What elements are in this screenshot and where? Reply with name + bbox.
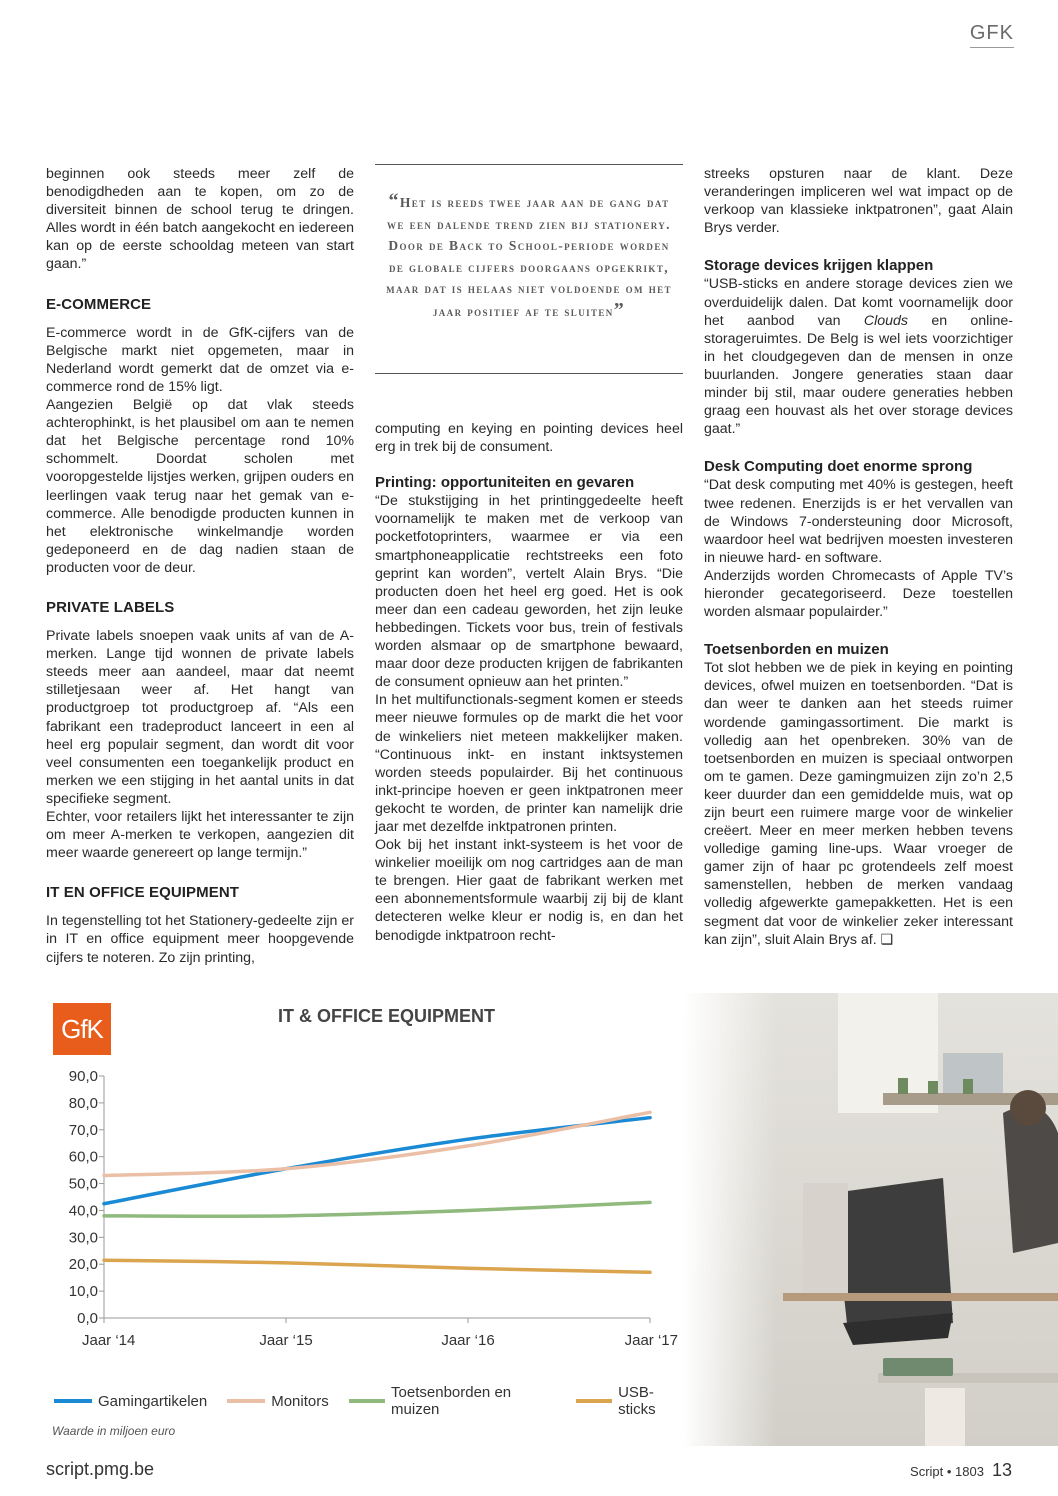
- series-line-usb-sticks: [104, 1260, 650, 1272]
- legend-item: [576, 1384, 688, 1418]
- office-photo-image: [683, 993, 1058, 1446]
- paragraph: Ook bij het instant inkt-systeem is het voor de winkelier moeilijk om nog cartridges aan de man te brengen. Hier gaat de fabrikant werken met een abonnementsformule waarbij zij bij de klant detecteren welke kleur er nodig is, en dan het benodigde inktpatroon recht-: [375, 837, 683, 944]
- y-tick-label: 30,0: [68, 1229, 98, 1247]
- text-span: “USB-sticks en andere storage devices zien we overduidelijk dalen. Dat komt voornamelijk door het aanbod van: [704, 276, 1013, 329]
- heading-private-labels: PRIVATE LABELS: [46, 598, 175, 616]
- article-column-3: [704, 165, 1013, 949]
- paragraph: Aangezien België op dat vlak steeds achterophinkt, is het plausibel om aan te nemen dat het Belgische percentage rond 10% schommelt. Doordat scholen met vooropgestelde lijstjes werken, grijpen ouders en leerlingen vaak terug naar het gemak van e-commerce. Alle benodigde producten kunnen in het elektronische winkelmandje worden gedeponeerd en de dag nadien staan de producten voor de deur.: [46, 397, 354, 576]
- heading-it-office: IT EN OFFICE EQUIPMENT: [46, 884, 240, 902]
- paragraph: Echter, voor retailers lijkt het interessanter te zijn om meer A-merken te verkopen, aangezien dit meer waarde genereert op lange termijn.”: [46, 809, 354, 862]
- paragraph: “Dat desk computing met 40% is gestegen, heeft twee redenen. Enerzijds is er het vervallen van de Windows 7-ondersteuning door Microsoft, waardoor heel wat bedrijven moesten investeren in nieuwe hard- en software.: [704, 477, 1013, 566]
- x-tick-label: Jaar ‘15: [259, 1332, 313, 1349]
- y-tick-label: 60,0: [68, 1148, 98, 1166]
- paragraph: In tegenstelling tot het Stationery-gedeelte zijn er in IT en office equipment meer hoopgevende cijfers te noteren. Zo zijn printing,: [46, 913, 354, 966]
- office-photo: [683, 993, 1058, 1446]
- website-link[interactable]: script.pmg.be: [46, 1459, 155, 1479]
- magazine-issue: Script • 1803: [910, 1464, 984, 1479]
- quote-close-mark: ”: [613, 298, 626, 321]
- paragraph: Private labels snoepen vaak units af van de A-merken. Lange tijd wonnen de private labels steeds meer aan aandeel, maar dat neemt stilletjesaan weer af. Het hangt van productgroep tot productgroep af. “Als een fabrikant een tradeproduct lanceert in een al heel erg populair segment, dan wordt dit voor veel consumenten een toegankelijk product en merken we een stijging in het aantal units in dat specifieke segment.: [46, 628, 354, 807]
- pull-quote-text: Het is reeds twee jaar aan de gang dat we een dalende trend zien bij stationery. Door de Back to School-periode worden de globale cijfers doorgaans opgekrikt, maar dat is helaas niet voldoende om het jaar positief af te sluiten: [386, 195, 672, 319]
- heading-toetsenborden: Toetsenborden en muizen: [704, 641, 889, 659]
- legend-item: [54, 1384, 207, 1418]
- series-line-toetsenborden-en-muizen: [104, 1202, 650, 1216]
- quote-open-mark: “: [388, 190, 400, 212]
- legend-label: USB-sticks: [618, 1384, 656, 1418]
- heading-desk-computing: Desk Computing doet enorme sprong: [704, 458, 973, 476]
- heading-ecommerce: E-COMMERCE: [46, 295, 152, 313]
- paragraph: computing en keying en pointing devices heel erg in trek bij de consument.: [375, 421, 683, 456]
- y-tick-label: 50,0: [68, 1175, 98, 1193]
- y-tick-label: 70,0: [68, 1121, 98, 1139]
- legend-swatch: [349, 1399, 385, 1403]
- legend-label: Gamingartikelen: [98, 1392, 208, 1410]
- paragraph: streeks opsturen naar de klant. Deze veranderingen impliceren wel wat impact op de verkoop van klassieke inktpatronen”, gaat Alain Brys verder.: [704, 166, 1013, 237]
- y-tick-label: 10,0: [68, 1283, 98, 1301]
- emphasis-text: Clouds: [863, 312, 909, 329]
- legend-label: Toetsenborden en muizen: [391, 1384, 512, 1418]
- paragraph: E-commerce wordt in de GfK-cijfers van de Belgische markt niet opgemeten, maar in Nederland wordt gemerkt dat de omzet via e-commerce rond de 15% ligt.: [46, 324, 354, 395]
- x-tick-label: Jaar ‘16: [441, 1332, 495, 1349]
- y-tick-label: 40,0: [68, 1202, 98, 1220]
- article-column-1: [46, 165, 354, 967]
- legend-swatch: [227, 1399, 265, 1403]
- y-tick-label: 90,0: [68, 1068, 98, 1085]
- text-span: en online-storageruimtes. De Belg is wel iets voorzichtiger in het cloudgegeven dan de mensen in onze buurlanden. Jongere generaties staan daar minder bij stil, maar oudere generaties hebben graag een houvast als het over storage devices gaat.”: [704, 312, 1013, 438]
- legend-label: Monitors: [271, 1392, 329, 1410]
- chart-note: Waarde in miljoen euro: [52, 1424, 176, 1438]
- legend-item: [349, 1384, 556, 1418]
- gfk-logo-text: GfK: [61, 1013, 103, 1044]
- chart-title: IT & OFFICE EQUIPMENT: [278, 1006, 496, 1026]
- paragraph: In het multifunctionals-segment komen er steeds meer nieuwe formules op de markt die het voor de winkeliers niet meteen makkelijker maken. “Continuous inkt- en instant inktsystemen worden steeds populairder. Bij het continuous inkt-principe hoeven er geen inktpatronen meer gekocht te worden, de printer kan namelijk drie jaar met dezelfde inktpatronen printen.: [375, 692, 683, 835]
- paragraph: “De stukstijging in het printinggedeelte heeft voornamelijk te maken met de verkoop van pocketfotoprinters, waarmee er via een smartphoneapplicatie rechtstreeks een foto geprint kan worden”, vertelt Alain Brys. “Die producten doen het heel erg goed. Het is ook meer dan een cadeau geworden, het zijn leuke hebbedingen. Tickets voor bus, trein of festivals worden alsmaar op de smartphone bewaard, maar door deze producten krijgen de fabrikanten de consument opnieuw aan het printen.”: [375, 493, 683, 691]
- legend-swatch: [54, 1399, 92, 1403]
- y-tick-label: 0,0: [77, 1310, 98, 1327]
- page-number: 13: [991, 1460, 1012, 1480]
- y-tick-label: 80,0: [68, 1094, 98, 1112]
- paragraph: Tot slot hebben we de piek in keying en pointing devices, ofwel muizen en toetsenborden. “Dat is dan weer te danken aan het steeds ruimer wordende gamingassortiment. Die markt is volledig aan het openbreken. 30% van de toetsenborden en muizen is speciaal ontworpen om te gamen. Deze gamingmuizen zijn zo’n 2,5 keer duurder dan een gemiddelde muis, wat op zijn beurt een ruimere marge voor de winkelier creëert. Meer en meer merken hebben tevens volledige gaming line-ups. Waar vroeger de gamer zijn of haar pc grotendeels zelf moest samenstellen, hebben de merken vandaag volledig afgewerkte gamepakketten. Het is een segment dat voor de winkelier zeker interessant kan zijn”, sluit Alain Brys af. ❑: [704, 660, 1013, 948]
- legend-swatch: [576, 1399, 612, 1403]
- section-tag: GFK: [970, 22, 1014, 48]
- x-tick-label: Jaar ‘17: [624, 1332, 678, 1349]
- series-line-monitors: [104, 1112, 650, 1175]
- legend-item: [227, 1384, 329, 1418]
- paragraph: beginnen ook steeds meer zelf de benodigdheden aan te kopen, om zo de diversiteit binnen de school terug te dringen. Alles wordt in één batch aangekocht en iedereen kan op de eerste schooldag meteen van start gaan.”: [46, 166, 354, 273]
- y-tick-label: 20,0: [68, 1256, 98, 1274]
- article-column-2: [375, 164, 683, 945]
- x-tick-label: Jaar ‘14: [82, 1332, 136, 1349]
- heading-printing: Printing: opportuniteiten en gevaren: [375, 474, 635, 492]
- heading-storage: Storage devices krijgen klappen: [704, 257, 934, 275]
- page-footer: [910, 1460, 1012, 1481]
- pull-quote: [375, 164, 683, 374]
- chart-legend: [54, 1384, 688, 1418]
- chart-plot: [38, 994, 688, 1384]
- line-chart: [38, 994, 688, 1444]
- paragraph: [704, 275, 1013, 438]
- paragraph: Anderzijds worden Chromecasts of Apple TV’s hieronder gecategoriseerd. Deze toestellen worden alsmaar populairder.”: [704, 567, 1013, 621]
